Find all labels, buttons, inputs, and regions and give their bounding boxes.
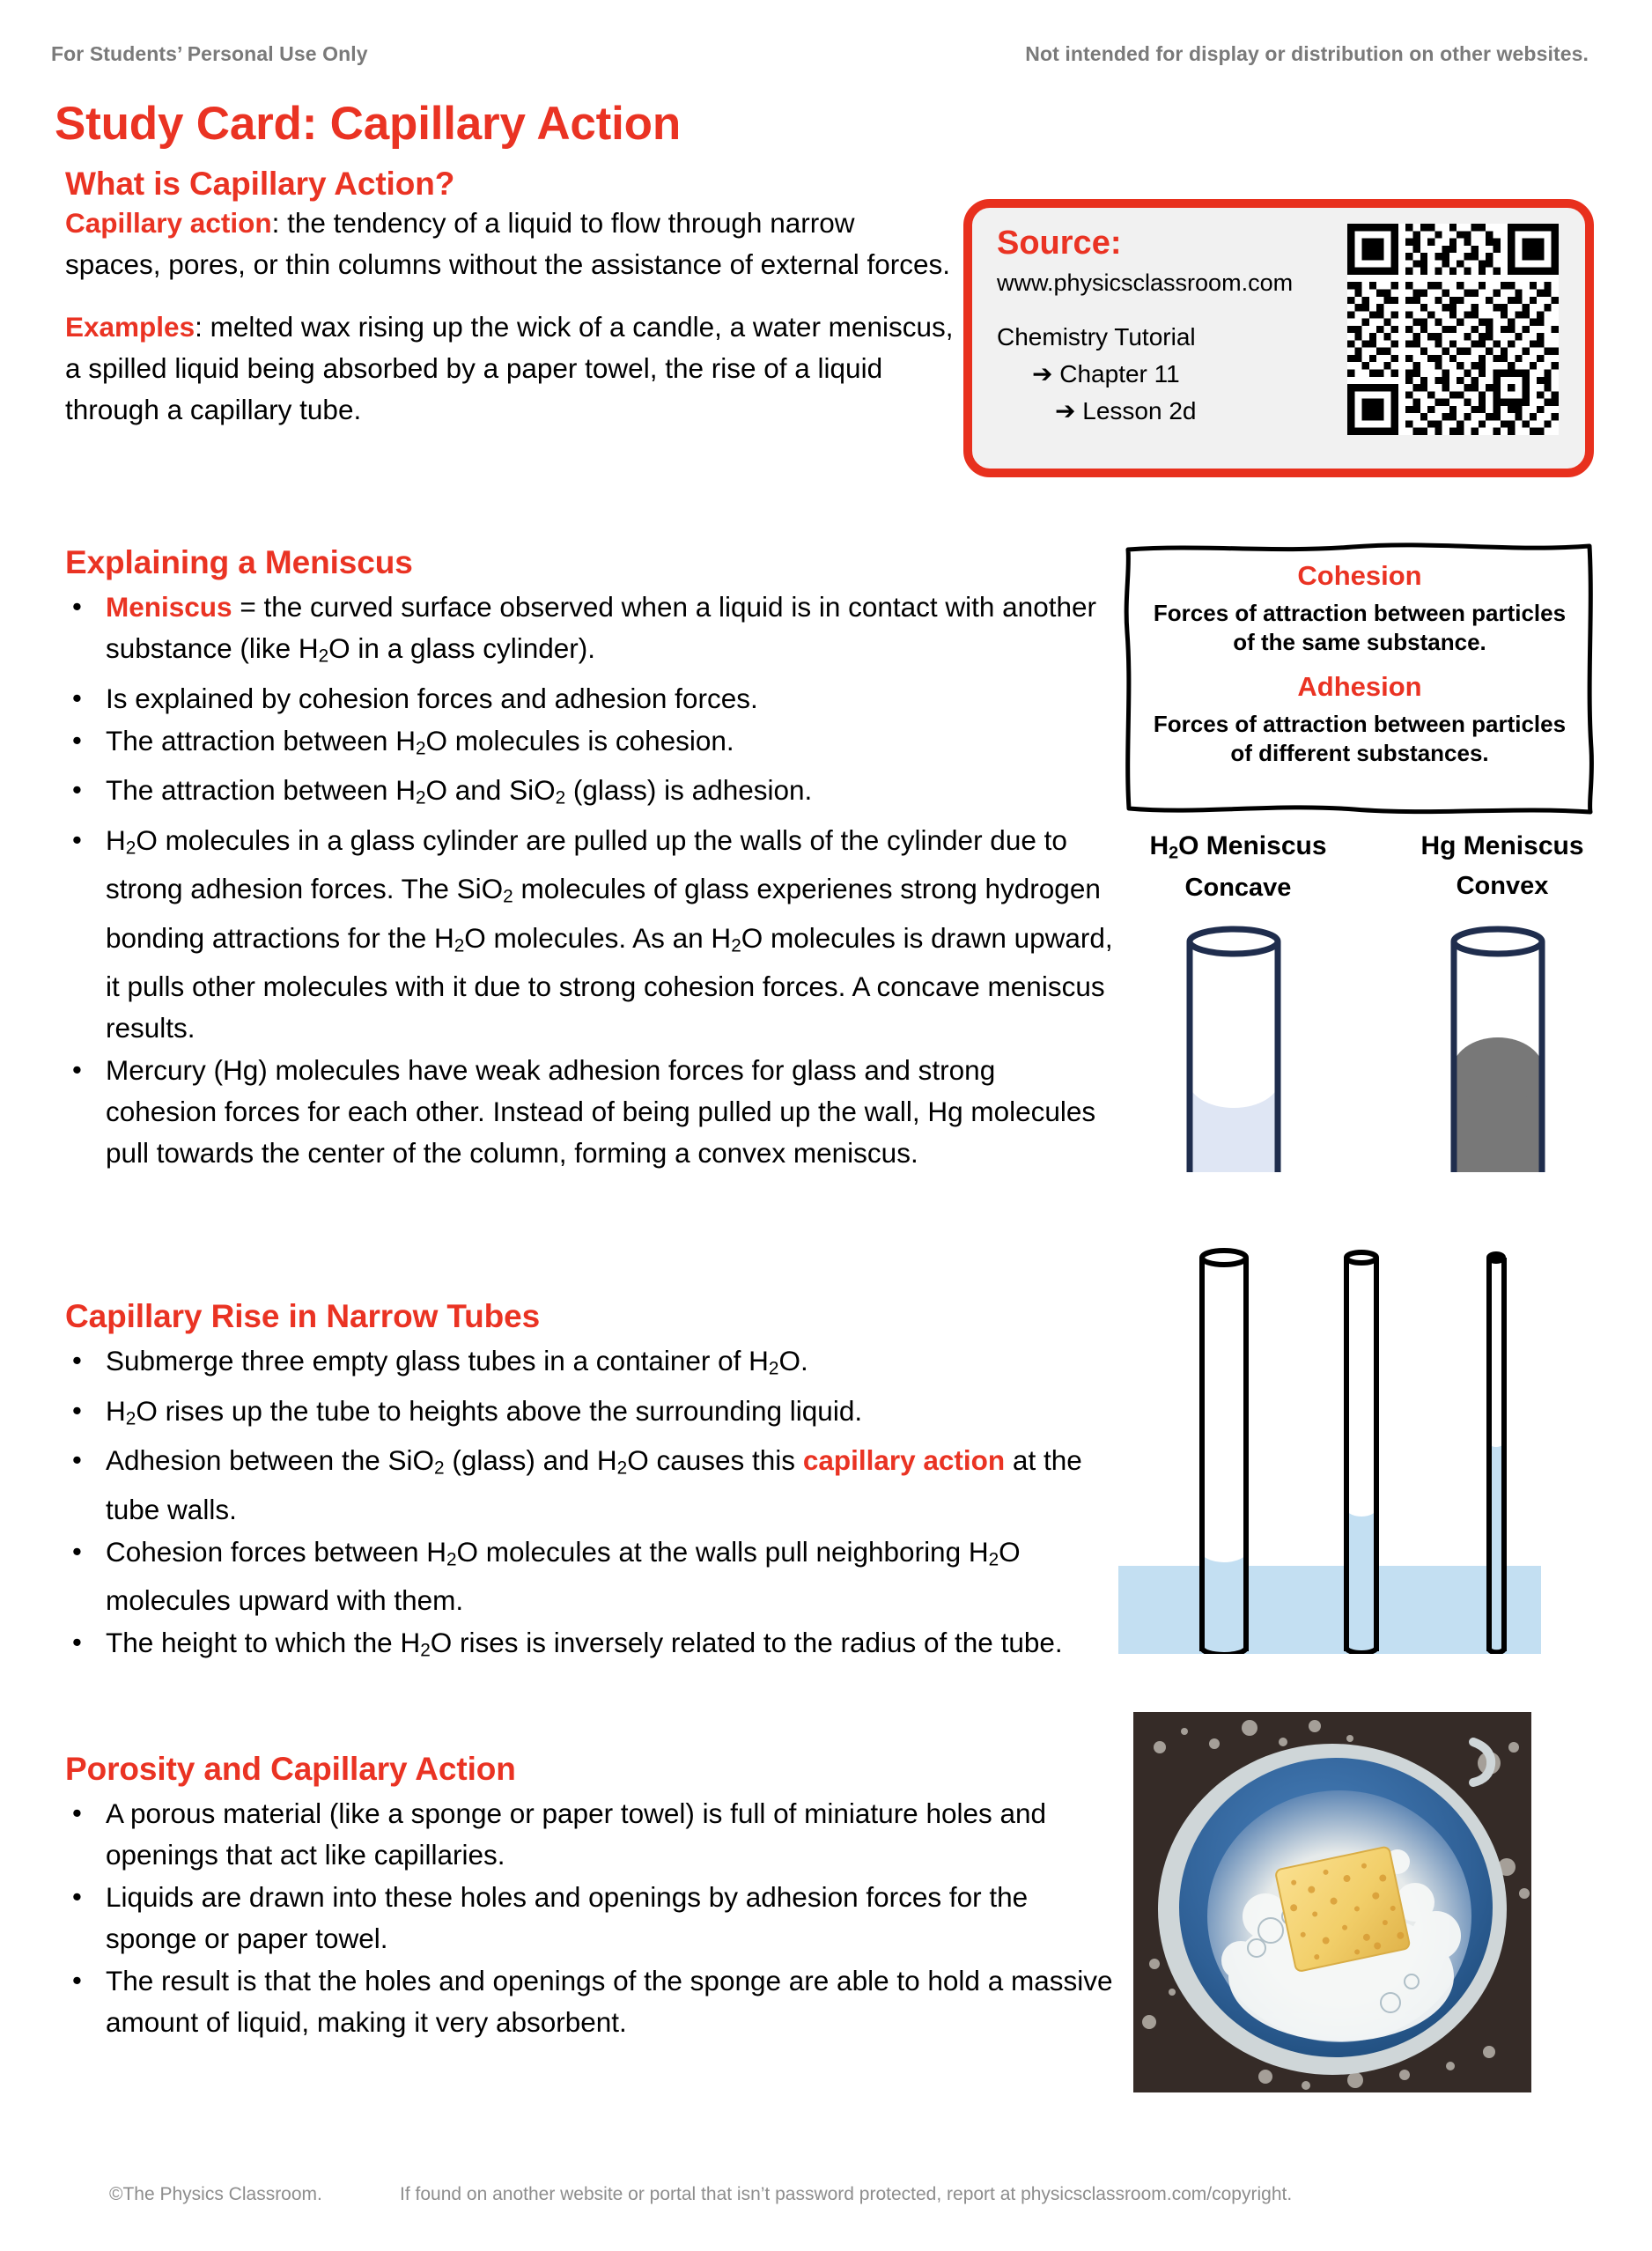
- list-item: [65, 1050, 1113, 1174]
- page-header: [0, 42, 1652, 66]
- capillary-tubes-svg: [1118, 1214, 1647, 1654]
- section-capillary-rise: [65, 1298, 1113, 1672]
- list-item: [65, 1340, 1113, 1390]
- list-item: [65, 1440, 1113, 1531]
- section-porosity: [65, 1751, 1122, 2044]
- bullet-highlight-term: capillary action: [802, 1444, 1006, 1477]
- source-card-chapter: [997, 356, 1349, 393]
- source-card-lesson: [997, 393, 1349, 430]
- bullet-text: Mercury (Hg) molecules have weak adhesion forces for glass and strong cohesion forces for each other. Instead of being pulled up the wall, Hg molecules pull towards the center of the column, forming a convex meniscus.: [106, 1054, 1096, 1170]
- list-item: [65, 587, 1113, 677]
- cohesion-text: Forces of attraction between particles of the same substance.: [1153, 600, 1567, 655]
- mercury-tube-fill: [1452, 1037, 1544, 1172]
- list-item: [65, 678, 1113, 720]
- porosity-bullet-list: [65, 1793, 1122, 2043]
- meniscus-tubes-svg: [1106, 917, 1634, 1172]
- source-card-lesson-label: Lesson 2d: [1082, 397, 1197, 424]
- list-item: [65, 1960, 1122, 2043]
- source-card-text: [997, 220, 1349, 430]
- meniscus-bullet-list: [65, 587, 1113, 1174]
- page-footer: [0, 2184, 1652, 2205]
- bullet-text-tail: at the tube walls.: [106, 1444, 1082, 1525]
- adhesion-text: Forces of attraction between particles of different substances.: [1153, 711, 1567, 766]
- bullet-text: The attraction between $H_2O$ molecules is cohesion.: [106, 724, 734, 759]
- cohesion-adhesion-box: [1124, 541, 1596, 817]
- list-item: [65, 1622, 1113, 1672]
- list-item: [65, 1793, 1122, 1876]
- qr-code-icon[interactable]: [1347, 224, 1559, 435]
- arrow-right-icon: ➔: [1032, 359, 1053, 388]
- source-card[interactable]: [963, 199, 1594, 477]
- page-title: Study Card: Capillary Action: [55, 98, 681, 150]
- bullet-text: Cohesion forces between $H_2O$ molecules at the walls pull neighboring $H_2O$ molecules upward with them.: [106, 1535, 1021, 1617]
- bullet-text: Submerge three empty glass tubes in a container of $H_2O$.: [106, 1345, 808, 1379]
- cohesion-adhesion-content: [1124, 541, 1596, 817]
- list-item: [65, 1531, 1113, 1622]
- capillary-tubes-figure: [1118, 1214, 1647, 1658]
- qr-code-svg: [1347, 224, 1559, 435]
- meniscus-mercury-label-group: [1370, 831, 1634, 903]
- list-item: [65, 820, 1113, 1050]
- bullet-text: The attraction between $H_2O$ and SiO$_2$ (glass) is adhesion.: [106, 774, 813, 808]
- meniscus-mercury-sublabel: Convex: [1456, 872, 1549, 900]
- definition-paragraph: [65, 203, 955, 285]
- bullet-text: $H_2O$ rises up the tube to heights above the surrounding liquid.: [106, 1394, 863, 1429]
- sponge-bucket-photo: [1133, 1712, 1531, 2092]
- bullet-lead-term: Meniscus: [106, 591, 232, 623]
- bullet-text: A porous material (like a sponge or paper towel) is full of miniature holes and openings that act like capillaries.: [106, 1797, 1047, 1871]
- footer-copyright: ©The Physics Classroom.: [109, 2184, 322, 2204]
- bullet-text: Liquids are drawn into these holes and openings by adhesion forces for the sponge or paper towel.: [106, 1881, 1029, 1954]
- section-explaining-meniscus: [65, 544, 1113, 1175]
- examples-paragraph: [65, 306, 955, 431]
- source-card-chapter-label: Chapter 11: [1059, 360, 1180, 387]
- water-reservoir: [1118, 1566, 1541, 1654]
- meniscus-figure: [1106, 831, 1634, 1172]
- list-item: [65, 1391, 1113, 1440]
- arrow-right-icon: ➔: [1055, 396, 1076, 425]
- examples-term: Examples: [65, 311, 195, 343]
- water-tube-fill: [1188, 1052, 1280, 1172]
- adhesion-heading: Adhesion: [1297, 671, 1422, 702]
- meniscus-mercury-label: Hg Meniscus: [1420, 831, 1584, 860]
- intro-column: [65, 166, 955, 431]
- bullet-text: Adhesion between the SiO$_2$ (glass) and $H_2O$ causes this: [106, 1444, 803, 1479]
- cohesion-heading: Cohesion: [1297, 560, 1422, 591]
- bullet-text: $H_2O$ molecules in a glass cylinder are pulled up the walls of the cylinder due to strong adhesion forces. The SiO$_2$ molecules of glass experienes strong hydrogen bonding attractions for the $H_2O$ molecules. As an $H_2O$ molecules is drawn upward, it pulls other molecules with it due to strong cohesion forces. A concave meniscus results.: [106, 823, 1113, 1044]
- capillary-rise-bullet-list: [65, 1340, 1113, 1672]
- definition-text: : the tendency of a liquid to flow through narrow spaces, pores, or thin columns without the assistance of external forces.: [65, 207, 951, 280]
- list-item: [65, 720, 1113, 770]
- source-card-url[interactable]: www.physicsclassroom.com: [997, 269, 1294, 296]
- tube-2-fill: [1345, 1495, 1378, 1654]
- bullet-text: The height to which the $H_2O$ rises is inversely related to the radius of the tube.: [106, 1627, 1063, 1661]
- meniscus-water-sublabel: Concave: [1184, 874, 1292, 903]
- footer-notice: If found on another website or portal that isn’t password protected, report at physicsclassroom.com/copyright.: [400, 2184, 1293, 2204]
- header-right-notice: Not intended for display or distribution on other websites.: [1025, 42, 1589, 65]
- section-heading-meniscus: Explaining a Meniscus: [65, 544, 413, 580]
- examples-text: : melted wax rising up the wick of a candle, a water meniscus, a spilled liquid being absorbed by a paper towel, the rise of a liquid through a capillary tube.: [65, 311, 954, 425]
- bullet-text: The result is that the holes and openings of the sponge are able to hold a massive amount of liquid, making it very absorbent.: [106, 1965, 1113, 2038]
- meniscus-water-label: $H_2O$ Meniscus: [1149, 831, 1327, 863]
- section-heading-capillary-rise: Capillary Rise in Narrow Tubes: [65, 1298, 541, 1334]
- sponge-bucket-illustration: [1133, 1712, 1531, 2092]
- tube-1-fill: [1200, 1538, 1248, 1654]
- header-left-notice: For Students’ Personal Use Only: [51, 42, 368, 65]
- definition-term: Capillary action: [65, 207, 272, 239]
- section-heading-what-is: What is Capillary Action?: [65, 166, 455, 202]
- section-heading-porosity: Porosity and Capillary Action: [65, 1751, 516, 1787]
- bullet-text: = the curved surface observed when a liquid is in contact with another substance (like $H_2O$ in a glass cylinder).: [106, 591, 1096, 667]
- source-card-title: Source:: [997, 225, 1122, 262]
- list-item: [65, 770, 1113, 819]
- meniscus-water-label-group: [1106, 831, 1370, 903]
- meniscus-figure-labels: [1106, 831, 1634, 903]
- source-card-tutorial: Chemistry Tutorial: [997, 323, 1196, 351]
- list-item: [65, 1877, 1122, 1959]
- bullet-text: Is explained by cohesion forces and adhesion forces.: [106, 682, 758, 714]
